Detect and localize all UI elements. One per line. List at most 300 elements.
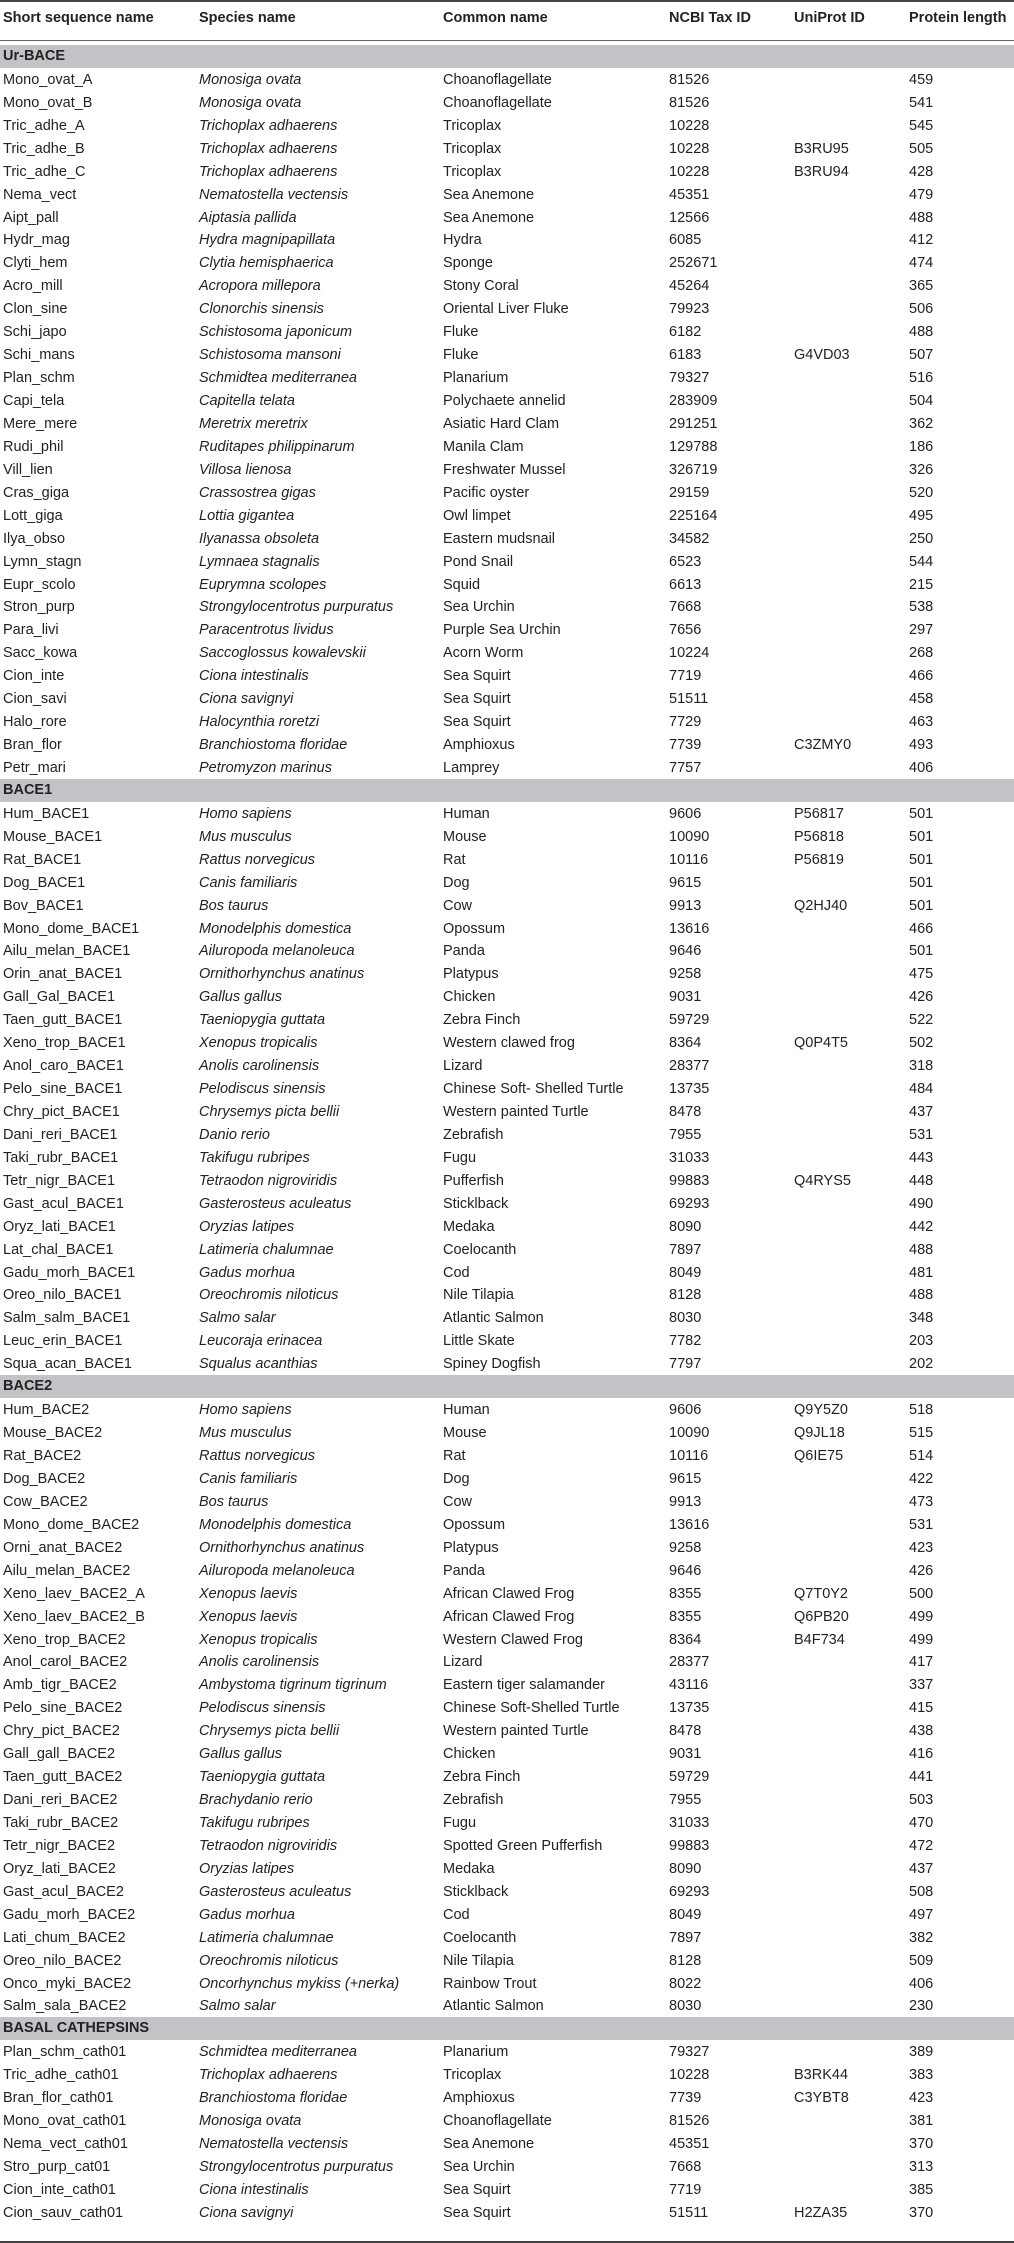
cell-species: Meretrix meretrix [199,415,308,432]
cell-species: Capitella telata [199,393,295,410]
table-row [0,1949,1014,1972]
cell-common-name: Sea Urchin [443,599,515,616]
cell-short-name: Mono_dome_BACE1 [3,920,140,937]
cell-ncbi-taxid: 13735 [669,1081,710,1098]
table-row [0,1008,1014,1031]
table-row [0,1329,1014,1352]
cell-species: Gasterosteus aculeatus [199,1195,352,1212]
cell-uniprot-id: Q6IE75 [794,1448,844,1465]
cell-ncbi-taxid: 43116 [669,1677,709,1694]
cell-common-name: Sticklback [443,1883,509,1900]
cell-short-name: Onco_myki_BACE2 [3,1975,132,1992]
table-row [0,1834,1014,1857]
cell-short-name: Hum_BACE2 [3,1402,90,1419]
cell-common-name: Sea Anemone [443,209,535,226]
section-header [0,1375,1014,1398]
table-row [0,1306,1014,1329]
cell-species: Takifugu rubripes [199,1814,310,1831]
cell-short-name: Orin_anat_BACE1 [3,966,123,983]
cell-ncbi-taxid: 9913 [669,897,702,914]
cell-short-name: Para_livi [3,622,59,639]
cell-ncbi-taxid: 31033 [669,1814,710,1831]
cell-common-name: Pufferfish [443,1172,504,1189]
cell-short-name: Capi_tela [3,393,65,410]
cell-protein-length: 470 [909,1814,934,1831]
cell-protein-length: 250 [909,530,934,547]
cell-common-name: Cow [443,1493,473,1510]
cell-species: Xenopus tropicalis [199,1035,318,1052]
cell-uniprot-id: B4F734 [794,1631,845,1648]
cell-ncbi-taxid: 8355 [669,1608,702,1625]
cell-common-name: Chinese Soft-Shelled Turtle [443,1700,620,1717]
cell-ncbi-taxid: 13735 [669,1700,710,1717]
cell-protein-length: 186 [909,438,934,455]
cell-common-name: Mouse [443,1425,487,1442]
cell-species: Latimeria chalumnae [199,1929,334,1946]
cell-common-name: Nile Tilapia [443,1287,514,1304]
cell-uniprot-id: Q9Y5Z0 [794,1402,848,1419]
cell-common-name: Cow [443,897,473,914]
cell-species: Ailuropoda melanoleuca [199,1562,355,1579]
table-row [0,1559,1014,1582]
cell-short-name: Bov_BACE1 [3,897,84,914]
cell-ncbi-taxid: 7797 [669,1356,702,1373]
cell-protein-length: 501 [909,897,934,914]
cell-protein-length: 484 [909,1081,934,1098]
cell-uniprot-id: Q4RYS5 [794,1172,851,1189]
cell-short-name: Gast_acul_BACE1 [3,1195,124,1212]
cell-ncbi-taxid: 45264 [669,278,710,295]
cell-common-name: Polychaete annelid [443,393,566,410]
cell-protein-length: 423 [909,1539,934,1556]
cell-common-name: Platypus [443,1539,499,1556]
cell-species: Takifugu rubripes [199,1149,310,1166]
cell-protein-length: 458 [909,691,934,708]
cell-short-name: Bran_flor [3,737,62,754]
cell-protein-length: 348 [909,1310,934,1327]
cell-ncbi-taxid: 8049 [669,1906,702,1923]
cell-uniprot-id: Q0P4T5 [794,1035,848,1052]
cell-species: Ruditapes philippinarum [199,438,355,455]
cell-species: Ailuropoda melanoleuca [199,943,355,960]
cell-short-name: Chry_pict_BACE1 [3,1104,120,1120]
cell-common-name: Pond Snail [443,553,514,570]
cell-common-name: Manila Clam [443,438,524,455]
table-row [0,1719,1014,1742]
cell-short-name: Taen_gutt_BACE1 [3,1012,123,1029]
cell-short-name: Xeno_trop_BACE2 [3,1631,126,1648]
cell-species: Villosa lienosa [199,461,292,478]
cell-protein-length: 488 [909,1241,934,1258]
cell-ncbi-taxid: 326719 [669,461,718,478]
cell-common-name: Sea Urchin [443,2159,515,2176]
cell-species: Lottia gigantea [199,507,295,524]
cell-common-name: African Clawed Frog [443,1585,575,1602]
cell-short-name: Lymn_stagn [3,553,82,570]
cell-protein-length: 437 [909,1860,934,1877]
cell-species: Clonorchis sinensis [199,301,324,318]
cell-common-name: Opossum [443,920,506,937]
cell-protein-length: 268 [909,645,934,662]
cell-species: Trichoplax adhaerens [199,117,338,134]
cell-protein-length: 337 [909,1677,934,1694]
cell-protein-length: 466 [909,920,934,937]
cell-short-name: Xeno_trop_BACE1 [3,1035,126,1052]
cell-ncbi-taxid: 8030 [669,1998,702,2015]
cell-common-name: Western clawed frog [443,1035,575,1052]
cell-short-name: Bran_flor_cath01 [3,2090,114,2107]
cell-protein-length: 215 [909,576,934,593]
cell-short-name: Pelo_sine_BACE1 [3,1081,123,1098]
cell-short-name: Dog_BACE1 [3,874,86,891]
cell-protein-length: 383 [909,2067,934,2084]
cell-species: Homo sapiens [199,1402,292,1419]
cell-ncbi-taxid: 283909 [669,393,718,410]
cell-protein-length: 499 [909,1608,934,1625]
cell-common-name: Medaka [443,1860,495,1877]
cell-common-name: Spotted Green Pufferfish [443,1837,603,1854]
cell-short-name: Taki_rubr_BACE2 [3,1814,119,1831]
cell-common-name: Zebrafish [443,1792,504,1809]
table-row [0,573,1014,596]
cell-protein-length: 506 [909,301,934,318]
cell-ncbi-taxid: 12566 [669,209,710,226]
cell-ncbi-taxid: 8090 [669,1860,702,1877]
cell-short-name: Mouse_BACE1 [3,828,103,845]
table-row [0,160,1014,183]
cell-species: Monosiga ovata [199,71,302,88]
cell-protein-length: 503 [909,1792,934,1809]
cell-ncbi-taxid: 9646 [669,1562,702,1579]
cell-protein-length: 459 [909,71,934,88]
cell-short-name: Schi_japo [3,324,67,341]
cell-short-name: Oryz_lati_BACE2 [3,1860,116,1877]
cell-short-name: Xeno_laev_BACE2_B [3,1608,145,1625]
cell-protein-length: 522 [909,1012,934,1029]
cell-ncbi-taxid: 7656 [669,622,702,639]
cell-ncbi-taxid: 9258 [669,1539,702,1556]
table-row [0,1696,1014,1719]
table-row [0,848,1014,871]
cell-ncbi-taxid: 9258 [669,966,702,983]
cell-common-name: Tricoplax [443,117,502,134]
cell-protein-length: 531 [909,1516,934,1533]
table-row [0,1215,1014,1238]
table-row [0,1283,1014,1306]
cell-common-name: Sea Anemone [443,2136,535,2153]
cell-common-name: Western painted Turtle [443,1723,589,1740]
cell-common-name: Acorn Worm [443,645,524,662]
cell-protein-length: 545 [909,117,934,134]
header-species: Species name [199,10,296,26]
cell-common-name: Chinese Soft- Shelled Turtle [443,1081,624,1098]
cell-ncbi-taxid: 6182 [669,324,702,341]
cell-short-name: Rudi_phil [3,438,64,455]
cell-ncbi-taxid: 8128 [669,1952,702,1969]
cell-protein-length: 472 [909,1837,934,1854]
table-row [0,297,1014,320]
cell-protein-length: 381 [909,2113,934,2130]
table-row [0,1100,1014,1123]
cell-ncbi-taxid: 69293 [669,1195,710,1212]
cell-uniprot-id: H2ZA35 [794,2204,848,2221]
cell-short-name: Dog_BACE2 [3,1470,86,1487]
cell-species: Gadus morhua [199,1264,295,1281]
cell-ncbi-taxid: 10116 [669,1448,709,1465]
cell-species: Nematostella vectensis [199,2136,349,2153]
table-row [0,1628,1014,1651]
cell-protein-length: 415 [909,1700,934,1717]
cell-protein-length: 297 [909,622,934,639]
cell-species: Monosiga ovata [199,94,302,111]
cell-species: Bos taurus [199,1493,269,1510]
cell-uniprot-id: Q6PB20 [794,1608,849,1625]
table-row [0,1788,1014,1811]
table-row [0,917,1014,940]
cell-short-name: Salm_sala_BACE2 [3,1998,127,2015]
cell-ncbi-taxid: 81526 [669,2113,710,2130]
cell-common-name: Chicken [443,1746,496,1763]
table-row [0,1077,1014,1100]
cell-species: Anolis carolinensis [199,1058,320,1075]
table-row [0,1765,1014,1788]
cell-protein-length: 481 [909,1264,934,1281]
table-row [0,435,1014,458]
cell-ncbi-taxid: 10116 [669,851,709,868]
cell-ncbi-taxid: 10228 [669,140,710,157]
cell-ncbi-taxid: 51511 [669,691,709,708]
cell-short-name: Plan_schm_cath01 [3,2044,127,2061]
cell-species: Chrysemys picta bellii [199,1723,340,1740]
cell-species: Homo sapiens [199,805,292,822]
cell-protein-length: 406 [909,759,934,776]
cell-common-name: Nile Tilapia [443,1952,514,1969]
cell-species: Ornithorhynchus anatinus [199,1539,365,1556]
cell-protein-length: 501 [909,874,934,891]
header-ncbi-taxid: NCBI Tax ID [669,10,751,26]
cell-protein-length: 202 [909,1356,934,1373]
cell-ncbi-taxid: 79327 [669,2044,710,2061]
table-row [0,1811,1014,1834]
cell-short-name: Cion_savi [3,691,67,708]
table-row [0,1513,1014,1536]
table-row [0,2109,1014,2132]
cell-protein-length: 531 [909,1126,934,1143]
cell-species: Xenopus tropicalis [199,1631,318,1648]
cell-ncbi-taxid: 8030 [669,1310,702,1327]
cell-protein-length: 463 [909,714,934,731]
cell-ncbi-taxid: 6523 [669,553,702,570]
table-row [0,1467,1014,1490]
cell-common-name: Eastern mudsnail [443,530,556,547]
cell-short-name: Tric_adhe_A [3,117,85,134]
cell-ncbi-taxid: 6613 [669,576,702,593]
cell-protein-length: 514 [909,1448,934,1465]
cell-short-name: Acro_mill [3,278,63,295]
cell-common-name: Rat [443,1448,466,1465]
cell-common-name: Panda [443,1562,485,1579]
cell-species: Salmo salar [199,1998,276,2015]
table-row [0,641,1014,664]
cell-ncbi-taxid: 59729 [669,1012,710,1029]
cell-species: Lymnaea stagnalis [199,553,320,570]
cell-short-name: Gall_Gal_BACE1 [3,989,116,1006]
table-row [0,366,1014,389]
cell-ncbi-taxid: 99883 [669,1837,710,1854]
cell-short-name: Eupr_scolo [3,576,76,593]
cell-short-name: Oreo_nilo_BACE1 [3,1287,122,1304]
cell-protein-length: 490 [909,1195,934,1212]
cell-ncbi-taxid: 8355 [669,1585,702,1602]
cell-common-name: Sea Squirt [443,2181,511,2198]
cell-ncbi-taxid: 7955 [669,1126,702,1143]
cell-species: Gallus gallus [199,989,283,1006]
cell-short-name: Schi_mans [3,347,75,364]
table-row [0,1903,1014,1926]
cell-species: Anolis carolinensis [199,1654,320,1671]
cell-ncbi-taxid: 9615 [669,874,702,891]
cell-short-name: Rat_BACE2 [3,1448,82,1465]
cell-short-name: Tric_adhe_C [3,163,86,180]
cell-common-name: Lizard [443,1058,483,1075]
cell-common-name: Fluke [443,324,479,341]
table-row [0,1192,1014,1215]
header-short-name: Short sequence name [3,10,154,26]
table-row [0,1054,1014,1077]
cell-species: Oryzias latipes [199,1860,295,1877]
cell-species: Monodelphis domestica [199,920,352,937]
cell-short-name: Nema_vect_cath01 [3,2136,128,2153]
cell-uniprot-id: P56818 [794,828,844,845]
table-row [0,1742,1014,1765]
cell-protein-length: 382 [909,1929,934,1946]
cell-common-name: Human [443,1402,490,1419]
table-row [0,412,1014,435]
cell-protein-length: 443 [909,1149,934,1166]
table-row [0,2132,1014,2155]
cell-common-name: Purple Sea Urchin [443,622,561,639]
cell-short-name: Cras_giga [3,484,70,501]
cell-protein-length: 501 [909,851,934,868]
cell-protein-length: 466 [909,668,934,685]
cell-ncbi-taxid: 7719 [669,668,702,685]
cell-species: Oncorhynchus mykiss (+nerka) [199,1975,400,1992]
cell-ncbi-taxid: 9646 [669,943,702,960]
cell-short-name: Mono_dome_BACE2 [3,1516,140,1533]
cell-ncbi-taxid: 81526 [669,71,710,88]
table-row [0,1146,1014,1169]
cell-common-name: Choanoflagellate [443,94,552,111]
cell-short-name: Pelo_sine_BACE2 [3,1700,123,1717]
cell-common-name: African Clawed Frog [443,1608,575,1625]
cell-common-name: Cod [443,1906,470,1923]
cell-ncbi-taxid: 10090 [669,1425,710,1442]
cell-ncbi-taxid: 8478 [669,1723,702,1740]
cell-common-name: Tricoplax [443,2067,502,2084]
cell-common-name: Chicken [443,989,496,1006]
cell-uniprot-id: B3RU94 [794,163,849,180]
cell-protein-length: 437 [909,1104,934,1120]
section-header [0,2017,1014,2040]
cell-uniprot-id: C3ZMY0 [794,737,852,754]
cell-protein-length: 544 [909,553,934,570]
cell-ncbi-taxid: 8022 [669,1975,702,1992]
cell-species: Halocynthia roretzi [199,714,320,731]
cell-species: Brachydanio rerio [199,1792,313,1809]
cell-common-name: Amphioxus [443,2090,515,2107]
cell-species: Oreochromis niloticus [199,1287,339,1304]
cell-protein-length: 362 [909,415,934,432]
cell-species: Ciona intestinalis [199,668,309,685]
cell-species: Canis familiaris [199,874,298,891]
cell-ncbi-taxid: 7739 [669,737,702,754]
section-title: Ur-BACE [3,48,66,64]
cell-short-name: Tric_adhe_cath01 [3,2067,119,2084]
table-row [0,343,1014,366]
cell-short-name: Anol_caro_BACE1 [3,1058,124,1075]
cell-protein-length: 473 [909,1493,934,1510]
cell-ncbi-taxid: 8128 [669,1287,702,1304]
cell-short-name: Cion_sauv_cath01 [3,2204,124,2221]
cell-short-name: Mere_mere [3,415,78,432]
cell-ncbi-taxid: 8090 [669,1218,702,1235]
cell-short-name: Tric_adhe_B [3,140,85,157]
cell-species: Aiptasia pallida [199,209,297,226]
table-row [0,2178,1014,2201]
table-row [0,1352,1014,1375]
cell-protein-length: 495 [909,507,934,524]
cell-short-name: Ailu_melan_BACE2 [3,1562,131,1579]
cell-protein-length: 230 [909,1998,934,2015]
cell-short-name: Vill_lien [3,461,53,478]
cell-ncbi-taxid: 9606 [669,1402,702,1419]
cell-species: Bos taurus [199,897,269,914]
table-row [0,985,1014,1008]
table-row [0,1238,1014,1261]
cell-short-name: Oreo_nilo_BACE2 [3,1952,122,1969]
cell-ncbi-taxid: 291251 [669,415,718,432]
table-row [0,710,1014,733]
cell-common-name: Fugu [443,1149,477,1166]
cell-species: Taeniopygia guttata [199,1012,326,1029]
cell-species: Canis familiaris [199,1470,298,1487]
table-row [0,1880,1014,1903]
cell-short-name: Chry_pict_BACE2 [3,1723,120,1740]
table-row [0,481,1014,504]
cell-common-name: Stony Coral [443,278,519,295]
cell-protein-length: 541 [909,94,934,111]
table-row [0,527,1014,550]
cell-ncbi-taxid: 9615 [669,1470,702,1487]
cell-protein-length: 500 [909,1585,934,1602]
cell-protein-length: 389 [909,2044,934,2061]
cell-protein-length: 479 [909,186,934,203]
cell-protein-length: 365 [909,278,934,295]
cell-short-name: Cion_inte_cath01 [3,2181,116,2198]
cell-protein-length: 509 [909,1952,934,1969]
section-title: BACE1 [3,781,53,798]
cell-short-name: Hum_BACE1 [3,805,90,822]
cell-protein-length: 422 [909,1470,934,1487]
cell-species: Squalus acanthias [199,1356,318,1373]
table-row [0,206,1014,229]
cell-species: Monosiga ovata [199,2113,302,2130]
table-row [0,1857,1014,1880]
cell-uniprot-id: B3RU95 [794,140,849,157]
table-row [0,68,1014,91]
cell-ncbi-taxid: 51511 [669,2204,709,2221]
cell-short-name: Halo_rore [3,714,67,731]
